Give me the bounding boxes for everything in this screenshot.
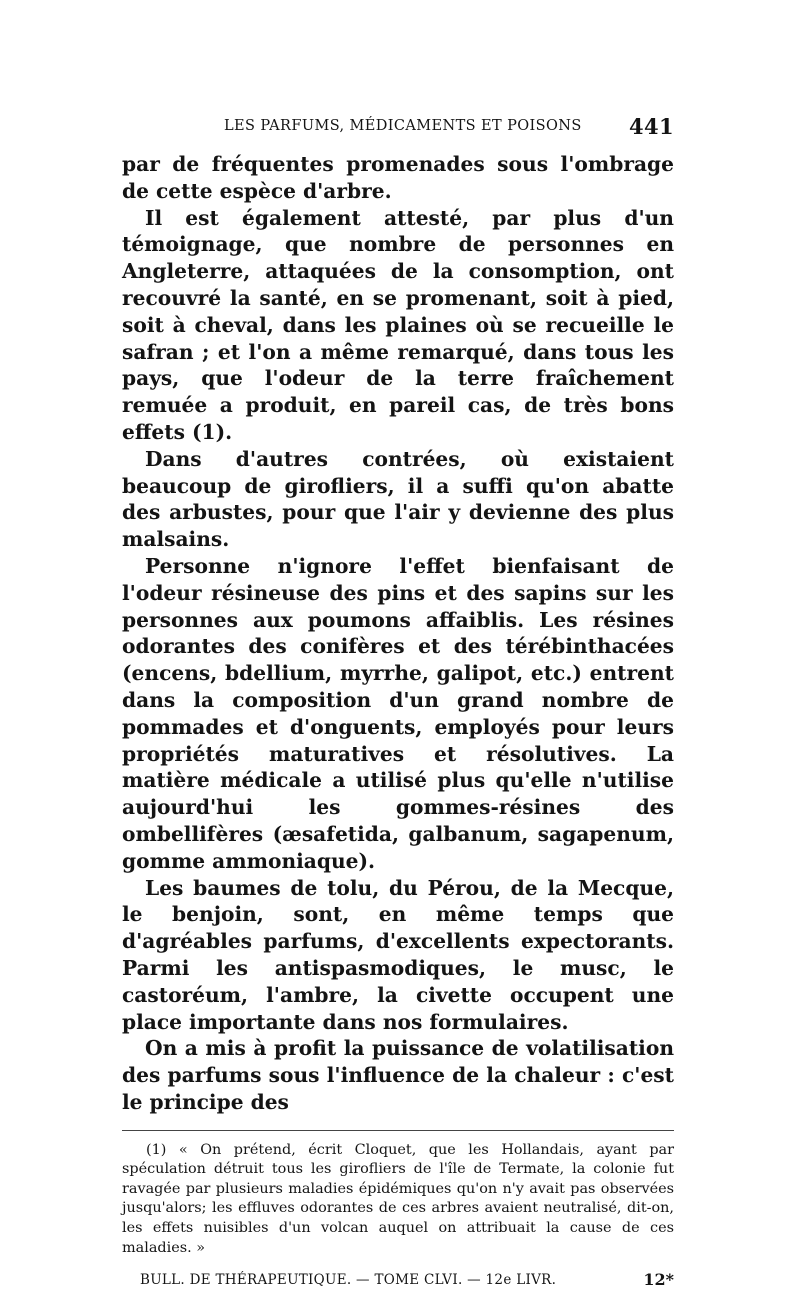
paragraph: Personne n'ignore l'effet bienfaisant de l'odeur résineuse des pins et des sapins sur les personnes aux poumons affaiblis. Les résines odorantes des conifères et des térébinthacées (encens, bdellium, myrrhe, galipot, etc.) entrent dans la composition d'un grand nombre de pommades et d'onguents, employés pour leurs propriétés maturatives et résolutives. La matière médicale a utilisé plus qu'elle n'utilise aujourd'hui les gommes-résines des ombellifères (æsafetida, galbanum, sagapenum, gomme ammoniaque).: [122, 553, 674, 873]
journal-signature: BULL. DE THÉRAPEUTIQUE. — TOME CLVI. — 12e LIVR.: [140, 1272, 557, 1289]
footnote-rule: [122, 1130, 674, 1131]
paragraph: Les baumes de tolu, du Pérou, de la Mecque, le benjoin, sont, en même temps que d'agréables parfums, d'excellents expectorants. Parmi les antispasmodiques, le musc, le castoréum, l'ambre, la civette occupent une place importante dans nos formulaires.: [122, 875, 674, 1034]
book-page: [122, 114, 674, 1292]
paragraph: Il est également attesté, par plus d'un témoignage, que nombre de personnes en Angleterre, attaquées de la consomption, ont recouvré la santé, en se promenant, soit à pied, soit à cheval, dans les plaines où se recueille le safran ; et l'on a même remarqué, dans tous les pays, que l'odeur de la terre fraîchement remuée a produit, en pareil cas, de très bons effets (1).: [122, 205, 674, 444]
body-text: [122, 151, 674, 1116]
sheet-signature: 12*: [643, 1270, 674, 1290]
footnote: (1) « On prétend, écrit Cloquet, que les Hollandais, ayant par spéculation détruit tous les girofliers de l'île de Termate, la colonie fut ravagée par plusieurs maladies épidémiques qu'on n'y avait pas observées jusqu'alors; les effluves odorantes de ces arbres avaient neutralisé, dit-on, les effets nuisibles d'un volcan auquel on attribuait la cause de ces maladies. »: [122, 1141, 674, 1256]
paragraph: par de fréquentes promenades sous l'ombrage de cette espèce d'arbre.: [122, 152, 674, 203]
page-number: 441: [628, 114, 674, 139]
page-footer: [122, 1270, 674, 1292]
paragraph: On a mis à profit la puissance de volatilisation des parfums sous l'influence de la chaleur : c'est le principe des: [122, 1036, 674, 1114]
running-head: [122, 114, 674, 140]
running-title: LES PARFUMS, MÉDICAMENTS ET POISONS: [224, 118, 582, 134]
paragraph: Dans d'autres contrées, où existaient beaucoup de girofliers, il a suffi qu'on abatte des arbustes, pour que l'air y devienne des plus malsains.: [122, 446, 674, 552]
